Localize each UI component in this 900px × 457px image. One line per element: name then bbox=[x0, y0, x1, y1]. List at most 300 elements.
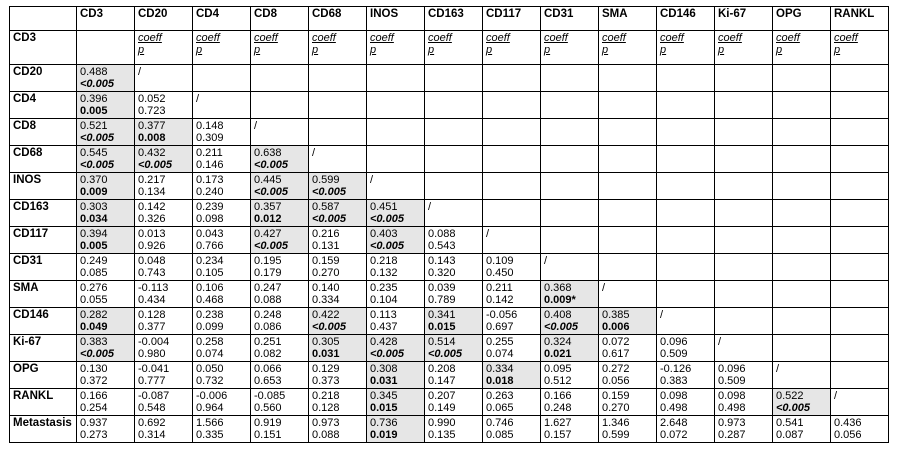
coeff-value: -0.087 bbox=[138, 390, 170, 402]
coeff-value: -0.126 bbox=[660, 363, 692, 375]
diagonal-slash: / bbox=[428, 201, 432, 213]
value-cell bbox=[135, 416, 193, 443]
p-value: <0.005 bbox=[428, 348, 462, 360]
p-value: <0.005 bbox=[312, 186, 346, 198]
p-value: 0.147 bbox=[428, 375, 456, 387]
coeff-value: 0.263 bbox=[486, 390, 514, 402]
column-header: CD20 bbox=[135, 7, 193, 31]
column-header: CD8 bbox=[251, 7, 309, 31]
diagonal-slash: / bbox=[776, 363, 780, 375]
diagonal-slash: / bbox=[834, 390, 838, 402]
p-value: 0.098 bbox=[196, 213, 224, 225]
p-value: 0.021 bbox=[544, 348, 572, 360]
row-header: OPG bbox=[10, 362, 77, 389]
value-cell bbox=[541, 416, 599, 443]
p-value: 0.006 bbox=[602, 321, 630, 333]
row-header: RANKL bbox=[10, 389, 77, 416]
coeff-value: 0.235 bbox=[370, 282, 398, 294]
coeff-value: 0.128 bbox=[138, 309, 166, 321]
value-cell bbox=[425, 335, 483, 362]
p-value: 0.617 bbox=[602, 348, 630, 360]
legend-cell bbox=[193, 31, 251, 65]
coeff-value: 0.545 bbox=[80, 147, 108, 159]
coeff-value: 0.095 bbox=[544, 363, 572, 375]
coeff-value: 0.587 bbox=[312, 201, 340, 213]
value-cell bbox=[367, 416, 425, 443]
coeff-value: 0.109 bbox=[486, 255, 514, 267]
value-cell bbox=[77, 416, 135, 443]
coeff-value: -0.006 bbox=[196, 390, 228, 402]
coeff-label: coeff bbox=[486, 32, 510, 44]
p-value: 0.377 bbox=[138, 321, 166, 333]
coeff-value: 0.096 bbox=[718, 363, 746, 375]
value-cell bbox=[599, 308, 657, 335]
p-value: 0.287 bbox=[718, 429, 746, 441]
value-cell bbox=[715, 416, 773, 443]
value-cell bbox=[251, 254, 309, 281]
coeff-value: 0.013 bbox=[138, 228, 166, 240]
empty-cell bbox=[541, 227, 599, 254]
table-row bbox=[10, 31, 889, 65]
p-value: 0.065 bbox=[486, 402, 514, 414]
table-body bbox=[10, 31, 889, 443]
value-cell bbox=[425, 227, 483, 254]
value-cell bbox=[309, 308, 367, 335]
empty-cell bbox=[599, 146, 657, 173]
empty-cell bbox=[715, 92, 773, 119]
p-value: 0.085 bbox=[80, 267, 108, 279]
coeff-label: coeff bbox=[254, 32, 278, 44]
value-cell bbox=[483, 416, 541, 443]
empty-cell bbox=[831, 227, 889, 254]
p-value: 0.104 bbox=[370, 294, 398, 306]
coeff-value: 0.239 bbox=[196, 201, 224, 213]
value-cell bbox=[541, 335, 599, 362]
legend-cell bbox=[773, 31, 831, 65]
coeff-label: coeff bbox=[602, 32, 626, 44]
p-value: 0.697 bbox=[486, 321, 514, 333]
coeff-label: coeff bbox=[370, 32, 394, 44]
empty-cell bbox=[831, 281, 889, 308]
p-label: p bbox=[776, 44, 783, 56]
coeff-value: 0.357 bbox=[254, 201, 282, 213]
value-cell bbox=[77, 335, 135, 362]
value-cell bbox=[483, 254, 541, 281]
value-cell bbox=[77, 227, 135, 254]
legend-cell bbox=[367, 31, 425, 65]
empty-cell bbox=[483, 92, 541, 119]
value-cell bbox=[367, 227, 425, 254]
empty-cell bbox=[367, 65, 425, 92]
p-value: <0.005 bbox=[370, 213, 404, 225]
p-value: 0.270 bbox=[312, 267, 340, 279]
coeff-value: 0.436 bbox=[834, 417, 862, 429]
coeff-value: 0.129 bbox=[312, 363, 340, 375]
row-header: CD3 bbox=[10, 31, 77, 65]
p-value: 0.146 bbox=[196, 159, 224, 171]
value-cell bbox=[309, 389, 367, 416]
column-header: CD163 bbox=[425, 7, 483, 31]
value-cell bbox=[773, 416, 831, 443]
p-value: 0.273 bbox=[80, 429, 108, 441]
coeff-value: 0.345 bbox=[370, 390, 398, 402]
value-cell bbox=[135, 254, 193, 281]
value-cell bbox=[831, 416, 889, 443]
coeff-value: 0.303 bbox=[80, 201, 108, 213]
coeff-value: 0.130 bbox=[80, 363, 108, 375]
p-value: 0.056 bbox=[834, 429, 862, 441]
value-cell bbox=[309, 227, 367, 254]
p-value: <0.005 bbox=[80, 159, 114, 171]
diagonal-slash: / bbox=[370, 174, 374, 186]
diagonal-slash: / bbox=[254, 120, 258, 132]
p-value: 0.509 bbox=[660, 348, 688, 360]
value-cell bbox=[309, 416, 367, 443]
value-cell bbox=[193, 200, 251, 227]
empty-cell bbox=[831, 308, 889, 335]
p-value: 0.031 bbox=[370, 375, 398, 387]
coeff-value: 0.937 bbox=[80, 417, 108, 429]
table-row bbox=[10, 416, 889, 443]
empty-cell bbox=[251, 65, 309, 92]
column-header: Ki-67 bbox=[715, 7, 773, 31]
p-value: 0.012 bbox=[254, 213, 282, 225]
coeff-value: 0.066 bbox=[254, 363, 282, 375]
empty-cell bbox=[599, 173, 657, 200]
value-cell bbox=[193, 119, 251, 146]
coeff-value: 0.396 bbox=[80, 93, 108, 105]
diagonal-slash: / bbox=[138, 66, 142, 78]
p-value: 0.314 bbox=[138, 429, 166, 441]
empty-cell bbox=[425, 65, 483, 92]
value-cell bbox=[541, 308, 599, 335]
coeff-value: 0.072 bbox=[602, 336, 630, 348]
column-header: CD146 bbox=[657, 7, 715, 31]
empty-cell bbox=[309, 119, 367, 146]
p-value: 0.008 bbox=[138, 132, 166, 144]
diagonal-cell bbox=[541, 254, 599, 281]
value-cell bbox=[483, 308, 541, 335]
coeff-value: 0.039 bbox=[428, 282, 456, 294]
coeff-value: 0.308 bbox=[370, 363, 398, 375]
empty-cell bbox=[831, 92, 889, 119]
diagonal-slash: / bbox=[718, 336, 722, 348]
diagonal-cell bbox=[135, 65, 193, 92]
row-header: CD117 bbox=[10, 227, 77, 254]
row-header: CD4 bbox=[10, 92, 77, 119]
coeff-value: 0.211 bbox=[196, 147, 223, 159]
p-value: 0.743 bbox=[138, 267, 166, 279]
p-label: p bbox=[602, 44, 609, 56]
value-cell bbox=[367, 389, 425, 416]
legend-cell bbox=[831, 31, 889, 65]
p-value: 0.980 bbox=[138, 348, 166, 360]
row-header: CD31 bbox=[10, 254, 77, 281]
value-cell bbox=[251, 146, 309, 173]
p-value: 0.789 bbox=[428, 294, 456, 306]
coeff-value: -0.004 bbox=[138, 336, 170, 348]
coeff-value: 0.143 bbox=[428, 255, 456, 267]
coeff-value: 0.052 bbox=[138, 93, 166, 105]
column-header: SMA bbox=[599, 7, 657, 31]
diagonal-cell bbox=[657, 308, 715, 335]
empty-cell bbox=[367, 119, 425, 146]
table-row bbox=[10, 281, 889, 308]
empty-cell bbox=[773, 173, 831, 200]
empty-cell bbox=[77, 31, 135, 65]
table-row bbox=[10, 146, 889, 173]
coeff-value: 0.255 bbox=[486, 336, 514, 348]
p-value: 0.926 bbox=[138, 240, 166, 252]
coeff-value: 0.422 bbox=[312, 309, 340, 321]
coeff-value: 1.566 bbox=[196, 417, 224, 429]
value-cell bbox=[251, 308, 309, 335]
column-header: CD31 bbox=[541, 7, 599, 31]
value-cell bbox=[135, 146, 193, 173]
p-value: 0.334 bbox=[312, 294, 340, 306]
value-cell bbox=[135, 308, 193, 335]
empty-cell bbox=[251, 92, 309, 119]
value-cell bbox=[367, 200, 425, 227]
coeff-value: 0.159 bbox=[602, 390, 630, 402]
coeff-value: 0.432 bbox=[138, 147, 166, 159]
empty-cell bbox=[657, 119, 715, 146]
p-value: <0.005 bbox=[312, 321, 346, 333]
p-value: 0.088 bbox=[254, 294, 282, 306]
p-value: 0.240 bbox=[196, 186, 224, 198]
empty-cell bbox=[715, 308, 773, 335]
value-cell bbox=[135, 227, 193, 254]
value-cell bbox=[715, 362, 773, 389]
value-cell bbox=[541, 281, 599, 308]
p-value: 0.383 bbox=[660, 375, 688, 387]
coeff-value: 0.428 bbox=[370, 336, 398, 348]
column-header: OPG bbox=[773, 7, 831, 31]
empty-cell bbox=[309, 92, 367, 119]
value-cell bbox=[135, 362, 193, 389]
coeff-value: 0.258 bbox=[196, 336, 224, 348]
diagonal-cell bbox=[483, 227, 541, 254]
p-value: 0.088 bbox=[312, 429, 340, 441]
p-value: 0.509 bbox=[718, 375, 746, 387]
coeff-value: 0.251 bbox=[254, 336, 282, 348]
row-header: CD146 bbox=[10, 308, 77, 335]
diagonal-cell bbox=[251, 119, 309, 146]
p-label: p bbox=[138, 44, 145, 56]
value-cell bbox=[193, 362, 251, 389]
value-cell bbox=[367, 335, 425, 362]
row-header: INOS bbox=[10, 173, 77, 200]
p-value: 0.270 bbox=[602, 402, 630, 414]
empty-cell bbox=[773, 200, 831, 227]
coeff-value: 0.451 bbox=[370, 201, 398, 213]
empty-cell bbox=[773, 335, 831, 362]
p-label: p bbox=[486, 44, 493, 56]
table-row bbox=[10, 335, 889, 362]
value-cell bbox=[193, 173, 251, 200]
value-cell bbox=[425, 308, 483, 335]
p-value: 0.056 bbox=[602, 375, 630, 387]
p-value: 0.437 bbox=[370, 321, 398, 333]
value-cell bbox=[77, 119, 135, 146]
coeff-value: 0.234 bbox=[196, 255, 224, 267]
diagonal-cell bbox=[599, 281, 657, 308]
empty-cell bbox=[541, 200, 599, 227]
value-cell bbox=[77, 173, 135, 200]
column-header: INOS bbox=[367, 7, 425, 31]
p-value: 0.134 bbox=[138, 186, 166, 198]
p-value: 0.049 bbox=[80, 321, 108, 333]
empty-cell bbox=[831, 335, 889, 362]
empty-cell bbox=[657, 92, 715, 119]
empty-cell bbox=[483, 200, 541, 227]
table-row bbox=[10, 227, 889, 254]
empty-cell bbox=[483, 173, 541, 200]
row-header: CD8 bbox=[10, 119, 77, 146]
coeff-value: 0.324 bbox=[544, 336, 572, 348]
p-value: 0.142 bbox=[486, 294, 514, 306]
coeff-value: 0.692 bbox=[138, 417, 166, 429]
empty-cell bbox=[599, 254, 657, 281]
coeff-value: 0.272 bbox=[602, 363, 630, 375]
empty-cell bbox=[773, 281, 831, 308]
empty-cell bbox=[541, 92, 599, 119]
coeff-value: -0.113 bbox=[138, 282, 169, 294]
p-label: p bbox=[660, 44, 667, 56]
coeff-value: 0.166 bbox=[80, 390, 108, 402]
p-value: 0.018 bbox=[486, 375, 514, 387]
coeff-value: 0.247 bbox=[254, 282, 282, 294]
p-value: 0.087 bbox=[776, 429, 804, 441]
value-cell bbox=[541, 389, 599, 416]
correlation-table-container bbox=[9, 6, 889, 443]
p-label: p bbox=[254, 44, 261, 56]
p-label: p bbox=[544, 44, 551, 56]
empty-cell bbox=[831, 119, 889, 146]
value-cell bbox=[599, 416, 657, 443]
value-cell bbox=[425, 254, 483, 281]
coeff-value: 0.973 bbox=[718, 417, 746, 429]
coeff-value: 0.541 bbox=[776, 417, 804, 429]
p-value: 0.309 bbox=[196, 132, 224, 144]
p-value: 0.135 bbox=[428, 429, 456, 441]
value-cell bbox=[251, 416, 309, 443]
p-value: 0.543 bbox=[428, 240, 456, 252]
table-row bbox=[10, 119, 889, 146]
coeff-value: 0.973 bbox=[312, 417, 340, 429]
value-cell bbox=[135, 389, 193, 416]
empty-cell bbox=[831, 362, 889, 389]
coeff-value: 0.521 bbox=[80, 120, 108, 132]
value-cell bbox=[483, 335, 541, 362]
p-label: p bbox=[312, 44, 319, 56]
value-cell bbox=[657, 416, 715, 443]
diagonal-cell bbox=[715, 335, 773, 362]
empty-cell bbox=[657, 146, 715, 173]
p-value: 0.450 bbox=[486, 267, 514, 279]
coeff-value: 0.211 bbox=[486, 282, 513, 294]
coeff-value: 0.248 bbox=[254, 309, 282, 321]
value-cell bbox=[657, 389, 715, 416]
value-cell bbox=[193, 254, 251, 281]
coeff-value: 0.207 bbox=[428, 390, 456, 402]
table-row bbox=[10, 362, 889, 389]
p-value: <0.005 bbox=[254, 240, 288, 252]
coeff-value: 0.195 bbox=[254, 255, 282, 267]
empty-cell bbox=[715, 200, 773, 227]
empty-cell bbox=[715, 254, 773, 281]
p-value: 0.074 bbox=[196, 348, 224, 360]
coeff-value: -0.056 bbox=[486, 309, 518, 321]
p-label: p bbox=[196, 44, 203, 56]
value-cell bbox=[425, 362, 483, 389]
value-cell bbox=[193, 308, 251, 335]
table-row bbox=[10, 173, 889, 200]
empty-cell bbox=[773, 146, 831, 173]
p-value: <0.005 bbox=[80, 132, 114, 144]
value-cell bbox=[657, 362, 715, 389]
empty-cell bbox=[715, 227, 773, 254]
empty-cell bbox=[483, 65, 541, 92]
coeff-value: 0.638 bbox=[254, 147, 282, 159]
p-value: <0.005 bbox=[776, 402, 810, 414]
p-value: 0.512 bbox=[544, 375, 572, 387]
coeff-value: 0.403 bbox=[370, 228, 398, 240]
p-value: <0.005 bbox=[80, 348, 114, 360]
coeff-value: 0.098 bbox=[660, 390, 688, 402]
empty-cell bbox=[657, 65, 715, 92]
value-cell bbox=[135, 200, 193, 227]
coeff-value: 1.346 bbox=[602, 417, 630, 429]
value-cell bbox=[367, 362, 425, 389]
value-cell bbox=[425, 281, 483, 308]
empty-cell bbox=[715, 65, 773, 92]
coeff-label: coeff bbox=[544, 32, 568, 44]
p-value: 0.320 bbox=[428, 267, 456, 279]
correlation-table bbox=[9, 6, 889, 443]
row-header: SMA bbox=[10, 281, 77, 308]
diagonal-slash: / bbox=[486, 228, 490, 240]
p-value: <0.005 bbox=[544, 321, 578, 333]
coeff-label: coeff bbox=[834, 32, 858, 44]
coeff-value: 0.106 bbox=[196, 282, 224, 294]
value-cell bbox=[309, 173, 367, 200]
p-value: 0.031 bbox=[312, 348, 340, 360]
value-cell bbox=[251, 173, 309, 200]
value-cell bbox=[251, 362, 309, 389]
p-value: 0.248 bbox=[544, 402, 572, 414]
empty-cell bbox=[715, 119, 773, 146]
value-cell bbox=[367, 254, 425, 281]
coeff-label: coeff bbox=[428, 32, 452, 44]
p-value: 0.005 bbox=[80, 240, 108, 252]
value-cell bbox=[77, 362, 135, 389]
header-row bbox=[10, 7, 889, 31]
empty-cell bbox=[367, 146, 425, 173]
p-value: 0.099 bbox=[196, 321, 224, 333]
coeff-value: 0.173 bbox=[196, 174, 224, 186]
p-value: 0.009 bbox=[80, 186, 108, 198]
value-cell bbox=[367, 281, 425, 308]
empty-cell bbox=[773, 227, 831, 254]
p-value: <0.005 bbox=[80, 78, 114, 90]
empty-cell bbox=[599, 200, 657, 227]
p-value: 0.723 bbox=[138, 105, 166, 117]
value-cell bbox=[599, 389, 657, 416]
diagonal-cell bbox=[425, 200, 483, 227]
value-cell bbox=[309, 200, 367, 227]
p-value: 0.149 bbox=[428, 402, 456, 414]
